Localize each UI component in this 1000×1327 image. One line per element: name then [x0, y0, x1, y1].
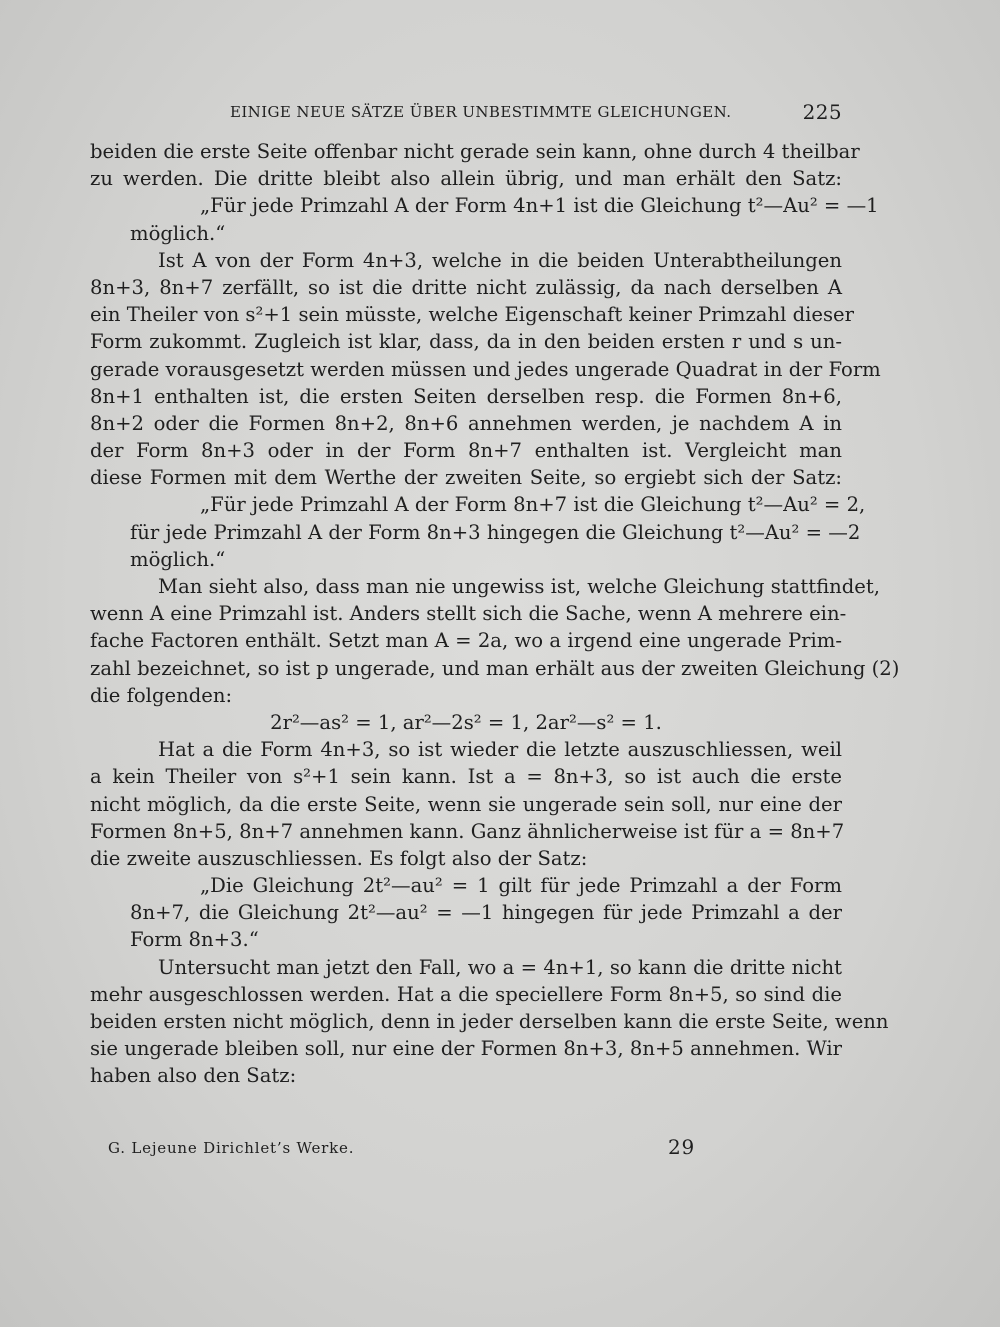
text-line: ein Theiler von s²+1 sein müsste, welche Eigenschaft keiner Primzahl dieser: [90, 303, 854, 327]
text-line: a kein Theiler von s²+1 sein kann. Ist a = 8n+3, so ist auch die erste: [90, 765, 842, 789]
text-line: Man sieht also, dass man nie ungewiss ist, welche Gleichung stattfindet,: [158, 575, 880, 598]
text-line: Ist A von der Form 4n+3, welche in die beiden Unterabtheilungen: [158, 248, 842, 272]
text-line: Untersucht man jetzt den Fall, wo a = 4n+1, so kann die dritte nicht: [158, 955, 842, 979]
text-line: nicht möglich, da die erste Seite, wenn sie ungerade sein soll, nur eine der: [90, 792, 842, 816]
theorem-line: möglich.“: [130, 547, 226, 571]
theorem-line: 8n+7, die Gleichung 2t²—au² = —1 hingegen für jede Primzahl a der: [130, 901, 842, 925]
body-text: [90, 138, 900, 1090]
footer-signature: G. Lejeune Dirichlet’s Werke.: [108, 1139, 355, 1157]
text-line: Formen 8n+5, 8n+7 annehmen kann. Ganz ähnlicherweise ist für a = 8n+7: [90, 819, 845, 843]
theorem-line: „Für jede Primzahl A der Form 4n+1 ist die Gleichung t²—Au² = —1: [200, 194, 879, 218]
text-line: Hat a die Form 4n+3, so ist wieder die letzte auszuschliessen, weil: [158, 738, 842, 762]
page-header: [90, 100, 842, 126]
page-number: 225: [802, 100, 842, 124]
text-line: haben also den Satz:: [90, 1064, 297, 1088]
text-line: 8n+1 enthalten ist, die ersten Seiten derselben resp. die Formen 8n+6,: [90, 384, 842, 408]
text-line: 8n+3, 8n+7 zerfällt, so ist die dritte nicht zulässig, da nach derselben A: [90, 275, 842, 299]
page-footer: [108, 1135, 748, 1165]
running-head: EINIGE NEUE SÄTZE ÜBER UNBESTIMMTE GLEICHUNGEN.: [230, 103, 732, 121]
text-line: 8n+2 oder die Formen 8n+2, 8n+6 annehmen werden, je nachdem A in: [90, 411, 842, 435]
equation-line: 2r²—as² = 1, ar²—2s² = 1, 2ar²—s² = 1.: [270, 710, 662, 734]
text-line: der Form 8n+3 oder in der Form 8n+7 enthalten ist. Vergleicht man: [90, 439, 842, 463]
text-line: beiden die erste Seite offenbar nicht gerade sein kann, ohne durch 4 theilbar: [90, 140, 860, 163]
theorem-line: „Die Gleichung 2t²—au² = 1 gilt für jede Primzahl a der Form: [200, 874, 842, 898]
theorem-line: für jede Primzahl A der Form 8n+3 hingegen die Gleichung t²—Au² = —2: [130, 520, 861, 544]
text-line: gerade vorausgesetzt werden müssen und jedes ungerade Quadrat in der Form: [90, 357, 881, 381]
text-line: sie ungerade bleiben soll, nur eine der Formen 8n+3, 8n+5 annehmen. Wir: [90, 1037, 842, 1061]
text-line: diese Formen mit dem Werthe der zweiten Seite, so ergiebt sich der Satz:: [90, 466, 842, 490]
text-line: Form zukommt. Zugleich ist klar, dass, da in den beiden ersten r und s un-: [90, 330, 842, 354]
sheet-number: 29: [668, 1135, 696, 1159]
theorem-line: „Für jede Primzahl A der Form 8n+7 ist die Gleichung t²—Au² = 2,: [200, 493, 866, 517]
text-line: mehr ausgeschlossen werden. Hat a die speciellere Form 8n+5, so sind die: [90, 982, 842, 1006]
text-line: die folgenden:: [90, 683, 233, 707]
text-line: fache Factoren enthält. Setzt man A = 2a, wo a irgend eine ungerade Prim-: [90, 629, 842, 653]
theorem-line: möglich.“: [130, 221, 226, 245]
text-line: zu werden. Die dritte bleibt also allein übrig, und man erhält den Satz:: [90, 167, 842, 191]
theorem-line: Form 8n+3.“: [130, 928, 259, 952]
text-line: die zweite auszuschliessen. Es folgt also der Satz:: [90, 846, 588, 870]
text-line: beiden ersten nicht möglich, denn in jeder derselben kann die erste Seite, wenn: [90, 1010, 889, 1033]
text-line: zahl bezeichnet, so ist p ungerade, und man erhält aus der zweiten Gleichung (2): [90, 656, 900, 680]
text-line: wenn A eine Primzahl ist. Anders stellt sich die Sache, wenn A mehrere ein-: [90, 602, 847, 626]
